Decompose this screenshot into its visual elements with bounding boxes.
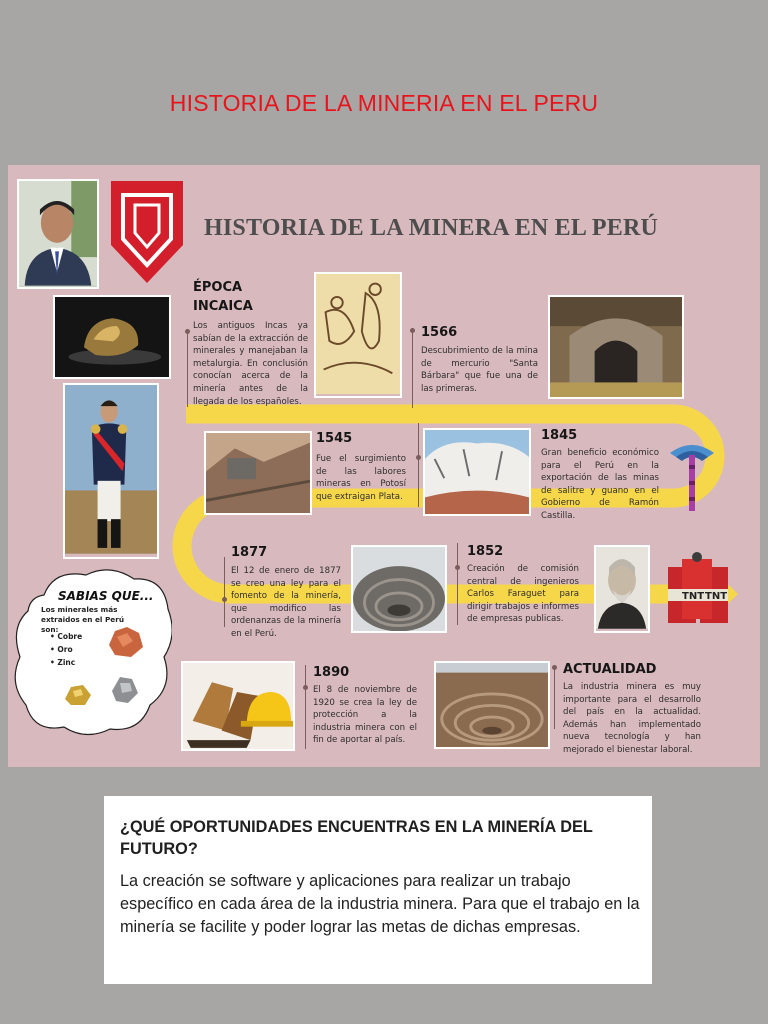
safety-gear-photo bbox=[181, 661, 295, 751]
historical-figure-painting bbox=[63, 383, 159, 559]
question-answer: La creación se software y aplicaciones para realizar un trabajo específico en cada área de la industria minera. Para que el trabajo en la minería se facilite y poder lograr las metas de dichas empresas. bbox=[120, 872, 640, 937]
entry-1877-text: El 12 de enero de 1877 se creo una ley para el fomento de la minería, que modifico las ordenanzas de la minería en el Perú. bbox=[231, 566, 341, 639]
inca-miners-drawing bbox=[314, 272, 402, 398]
entry-epoca-incaica-year: ÉPOCA INCAICA bbox=[193, 280, 253, 314]
entry-connector bbox=[418, 423, 419, 507]
minerals-list bbox=[50, 630, 82, 669]
question-title: ¿QUÉ OPORTUNIDADES ENCUENTRAS EN LA MINERÍA DEL FUTURO? bbox=[120, 818, 593, 858]
entry-1845-year: 1845 bbox=[541, 428, 578, 443]
modern-mine-photo bbox=[434, 661, 550, 749]
carlos-faraguet-portrait bbox=[594, 545, 650, 633]
entry-1845-text: Gran beneficio económico para el Perú en la exportación de las minas de salitre y guano en el Gobierno de Ramón Castilla. bbox=[541, 448, 659, 521]
infographic-heading: HISTORIA DE LA MINERA EN EL PERÚ bbox=[204, 215, 659, 241]
author-photo bbox=[17, 179, 99, 289]
entry-actualidad-text: La industria minera es muy importante para el desarrollo del país en la actualidad. Además han implementado nueva tecnología y han mejorado el bienestar laboral. bbox=[563, 682, 701, 755]
tnt-icon bbox=[664, 549, 732, 629]
entry-1877-year: 1877 bbox=[231, 545, 268, 560]
entry-actualidad-year: ACTUALIDAD bbox=[563, 662, 657, 677]
entry-1566-text: Descubrimiento de la mina de mercurio "Santa Bárbara" que fue una de las primeras. bbox=[421, 346, 538, 394]
open-pit-mine-photo bbox=[351, 545, 447, 633]
mine-entrance-photo bbox=[548, 295, 684, 399]
entry-connector bbox=[412, 328, 413, 408]
entry-1852-year: 1852 bbox=[467, 544, 504, 559]
mineral-item: • Oro bbox=[50, 643, 82, 656]
svg-text:TNT: TNT bbox=[705, 591, 728, 602]
entry-dot bbox=[552, 665, 557, 670]
entry-connector bbox=[305, 665, 306, 749]
zinc-icon bbox=[108, 673, 140, 705]
entry-1566-year: 1566 bbox=[421, 325, 458, 340]
gold-icon bbox=[63, 683, 93, 707]
page-title: HISTORIA DE LA MINERIA EN EL PERU bbox=[169, 90, 599, 116]
entry-dot bbox=[222, 597, 227, 602]
entry-1852-text: Creación de comisión central de ingenieros Carlos Faraguet para dirigir trabajos e informes de empresas publicas. bbox=[467, 564, 579, 625]
entry-connector bbox=[224, 557, 225, 627]
entry-1545-text: Fue el surgimiento de las labores mineras en Potosí que extraigan Plata. bbox=[316, 454, 406, 502]
potosi-mine-photo bbox=[204, 431, 312, 515]
entry-dot bbox=[455, 565, 460, 570]
salitre-guano-photo bbox=[423, 428, 531, 516]
sabias-que-text: Los minerales más extraidos en el Perú son: bbox=[41, 605, 125, 634]
mineral-item: • Zinc bbox=[50, 656, 82, 669]
pickaxe-icon bbox=[668, 441, 716, 513]
mineral-item: • Cobre bbox=[50, 630, 82, 643]
entry-dot bbox=[416, 455, 421, 460]
question-box bbox=[104, 796, 652, 984]
infographic bbox=[8, 165, 760, 767]
entry-1545-year: 1545 bbox=[316, 431, 353, 446]
entry-connector bbox=[187, 329, 188, 407]
sabias-que-title: SABIAS QUE... bbox=[58, 589, 154, 603]
entry-1890-year: 1890 bbox=[313, 665, 350, 680]
university-logo bbox=[111, 181, 183, 285]
entry-connector bbox=[554, 665, 555, 729]
entry-1890-text: El 8 de noviembre de 1920 se crea la ley de protección a la industria minera con el fin de aportar al país. bbox=[313, 685, 417, 746]
entry-epoca-incaica-text: Los antiguos Incas ya sabían de la extracción de minerales y manejaban la metalurgia. En conclusión conocían acerca de la minería antes de la llegada de los españoles. bbox=[193, 321, 308, 407]
copper-icon bbox=[105, 625, 145, 659]
entry-dot bbox=[185, 329, 190, 334]
entry-dot bbox=[303, 685, 308, 690]
entry-connector bbox=[457, 543, 458, 625]
gold-nugget-photo bbox=[53, 295, 171, 379]
tnt-label: TNT bbox=[682, 591, 705, 602]
entry-dot bbox=[410, 328, 415, 333]
